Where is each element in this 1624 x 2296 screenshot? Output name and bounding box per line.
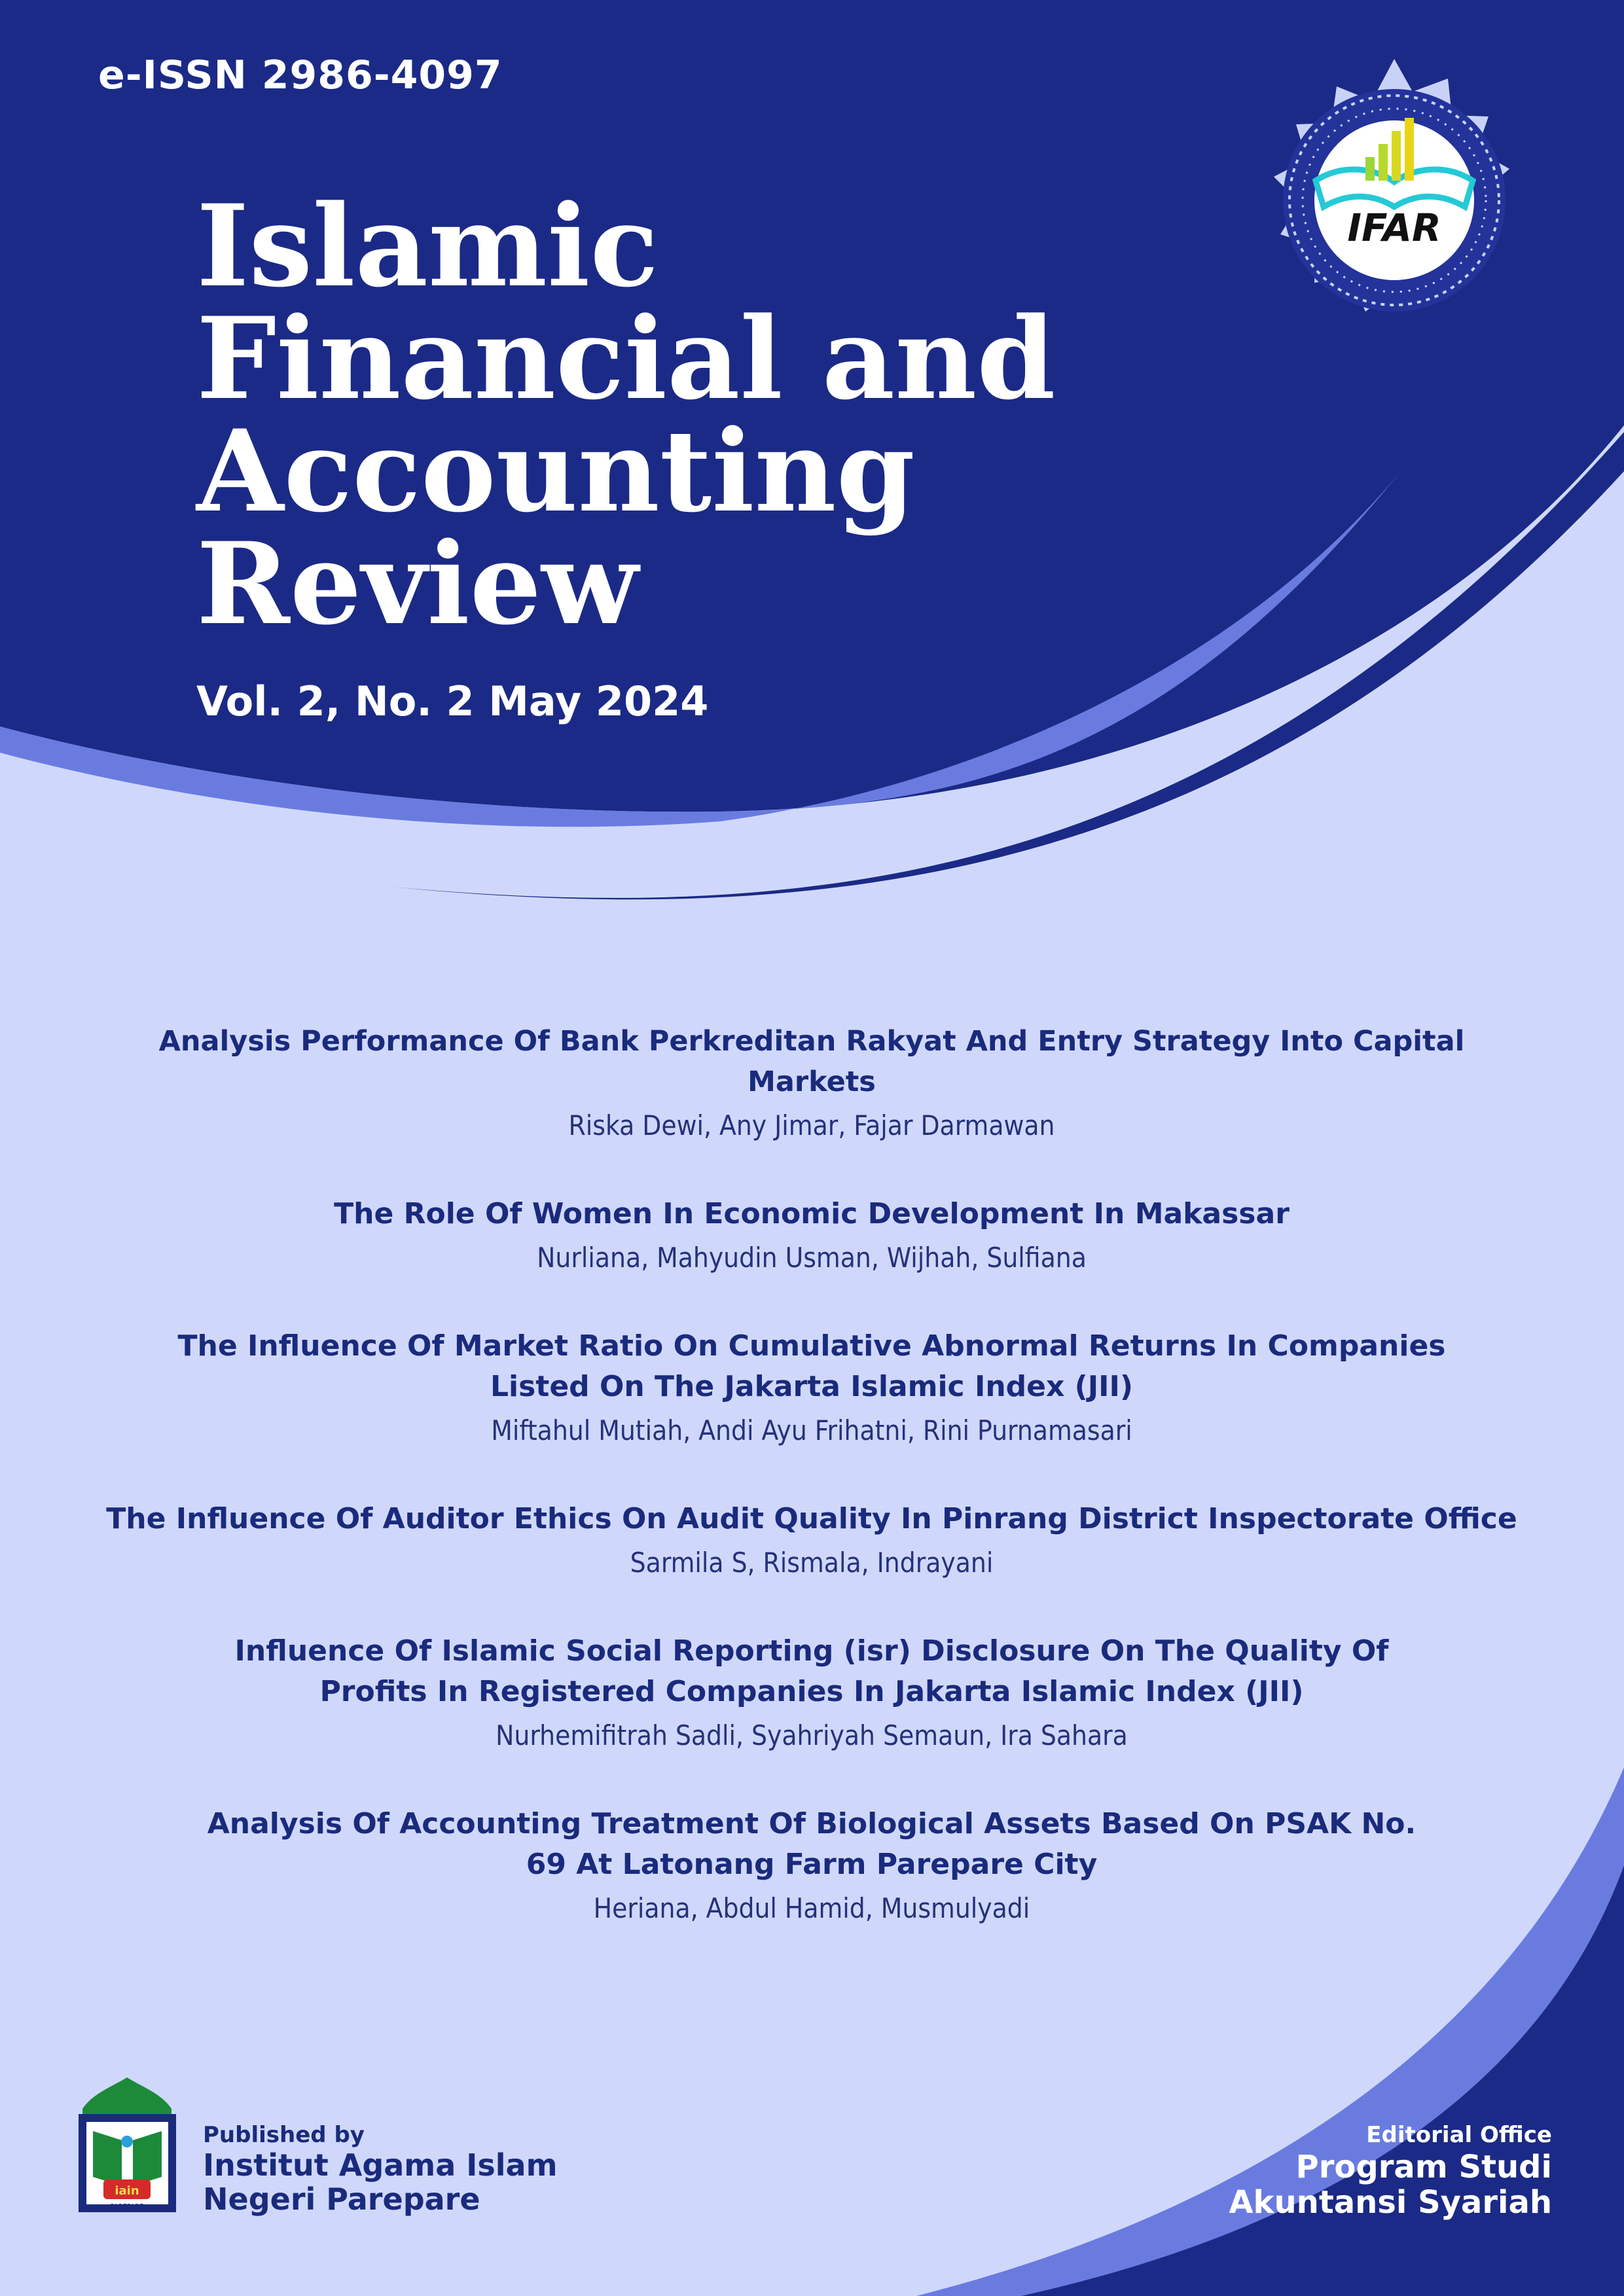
- article-title: The Influence Of Market Ratio On Cumulative Abnormal Returns In Companies Listed On The Jakarta Islamic Index (JII): [177, 1329, 1446, 1403]
- journal-title: [196, 179, 1218, 650]
- issn: e-ISSN 2986-4097: [98, 52, 503, 98]
- publisher-text: [203, 2122, 558, 2216]
- editorial-label: Editorial Office: [1366, 2122, 1552, 2148]
- publisher-label: Published by: [203, 2122, 365, 2148]
- article-authors: Nurhemifitrah Sadli, Syahriyah Semaun, Ira Sahara: [496, 1719, 1128, 1751]
- journal-title-line: Accounting: [196, 404, 915, 537]
- publisher-block: [73, 2075, 662, 2219]
- article-title: Analysis Performance Of Bank Perkreditan Rakyat And Entry Strategy Into Capital Markets: [158, 1025, 1465, 1098]
- list-item: [92, 1021, 1532, 1147]
- article-title: The Influence Of Auditor Ethics On Audit Quality In Pinrang District Inspectorate Office: [106, 1502, 1517, 1535]
- iain-parepare-logo: [73, 2075, 181, 2219]
- list-item: [92, 1499, 1532, 1584]
- article-authors: Miftahul Mutiah, Andi Ayu Frihatni, Rini Purnamasari: [491, 1414, 1132, 1446]
- mosque-book-icon: [79, 2077, 176, 2212]
- journal-title-line: Islamic: [196, 179, 659, 312]
- article-title: Influence Of Islamic Social Reporting (isr) Disclosure On The Quality Of Profits In Registered Companies In Jakarta Islamic Index (JII): [234, 1634, 1389, 1708]
- ifar-logo-text: IFAR: [1347, 206, 1441, 250]
- list-item: [92, 1804, 1532, 1929]
- article-authors: Heriana, Abdul Hamid, Musmulyadi: [593, 1892, 1030, 1924]
- list-item: [92, 1631, 1532, 1757]
- journal-title-line: Review: [196, 517, 639, 650]
- publisher-name-line: Institut Agama Islam: [203, 2147, 558, 2183]
- journal-title-line: Financial and: [196, 292, 1056, 425]
- editorial-name-line: Akuntansi Syariah: [1229, 2184, 1552, 2221]
- article-authors: Nurliana, Mahyudin Usman, Wijhah, Sulfiana: [537, 1242, 1087, 1274]
- publisher-name-line: Negeri Parepare: [203, 2181, 480, 2217]
- editorial-office-block: [1229, 2121, 1552, 2220]
- ifar-logo: [1244, 52, 1545, 353]
- table-of-contents: [92, 1021, 1532, 1977]
- article-title: Analysis Of Accounting Treatment Of Biological Assets Based On PSAK No. 69 At Latonang Farm Parepare City: [207, 1807, 1416, 1881]
- volume-issue: Vol. 2, No. 2 May 2024: [196, 677, 709, 725]
- editorial-name-line: Program Studi: [1295, 2149, 1552, 2185]
- list-item: [92, 1194, 1532, 1279]
- svg-text:iain: iain: [115, 2184, 139, 2198]
- article-authors: Sarmila S, Rismala, Indrayani: [630, 1547, 994, 1579]
- article-title: The Role Of Women In Economic Development In Makassar: [334, 1197, 1290, 1230]
- logo-caption: PAREPARE: [110, 2203, 144, 2210]
- list-item: [92, 1326, 1532, 1452]
- article-authors: Riska Dewi, Any Jimar, Fajar Darmawan: [568, 1109, 1055, 1141]
